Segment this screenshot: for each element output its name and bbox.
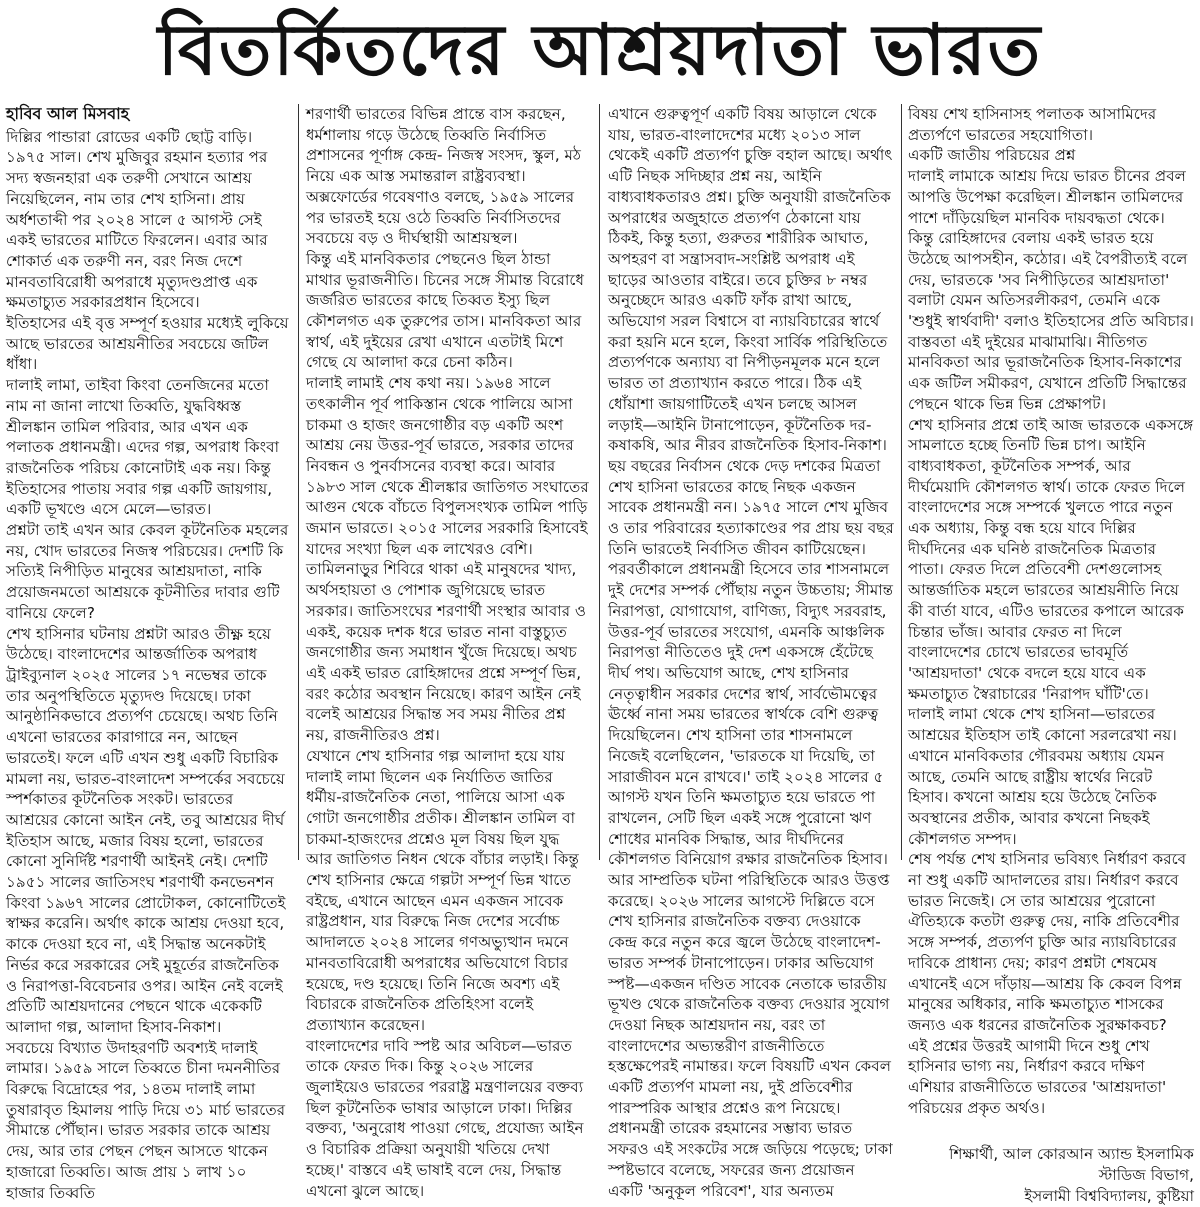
paragraph: শেষ পর্যন্ত শেখ হাসিনার ভবিষ্যৎ নির্ধারণ করবে না শুধু একটি আদালতের রায়। নির্ধারণ করবে ভারত নিজেই। সে তার আশ্রয়ের পুরোনো ঐতিহ্যকে কতটা গুরুত্ব দেয়, নাকি প্রতিবেশীর সঙ্গে সম্পর্ক, প্রত্যর্পণ চুক্তি আর ন্যায়বিচারের দাবিকে প্রাধান্য দেয়; কারণ প্রশ্নটা শেষমেষ এখানেই এসে দাঁড়ায়—আশ্রয় কি কেবল বিপন্ন মানুষের অধিকার, নাকি ক্ষমতাচ্যুত শাসকের জন্যও এক ধরনের রাজনৈতিক সুরক্ষাকবচ? xyxy=(908,850,1187,1034)
paragraph: দিল্লির পান্ডারা রোডের একটি ছোট্ট বাড়ি। ১৯৭৫ সাল। শেখ মুজিবুর রহমান হত্যার পর সদ্য স্বজনহারা এক তরুণী সেখানে আশ্রয় নিয়েছিলেন, নাম তার শেখ হাসিনা। প্রায় অর্ধশতাব্দী পর ২০২৪ সালে ৫ আগস্ট সেই একই ভারতের মাটিতে ফিরলেন। এবার আর শোকার্ত এক তরুণী নন, বরং নিজ দেশে মানবতাবিরোধী অপরাধে মৃত্যুদণ্ডপ্রাপ্ত এক ক্ষমতাচ্যুত সরকারপ্রধান হিসেবে। xyxy=(6,127,268,312)
paragraph: এখানে গুরুত্বপূর্ণ একটি বিষয় আড়ালে থেকে যায়, ভারত-বাংলাদেশের মধ্যে ২০১৩ সাল থেকেই একটি প্রত্যর্পণ চুক্তি বহাল আছে। অর্থাৎ এটি নিছক সদিচ্ছার প্রশ্ন নয়, আইনি বাধ্যবাধকতারও প্রশ্ন। চুক্তি অনুযায়ী রাজনৈতিক অপরাধের অজুহাতে প্রত্যর্পণ ঠেকানো যায় ঠিকই, কিন্তু হত্যা, গুরুতর শারীরিক আঘাত, অপহরণ বা সন্ত্রাসবাদ-সংশ্লিষ্ট অপরাধ এই ছাড়ের আওতার বাইরে। তবে চুক্তির ৮ নম্বর অনুচ্ছেদে আরও একটি ফাঁক রাখা আছে, অভিযোগ সরল বিশ্বাসে বা ন্যায়বিচারের স্বার্থে করা হয়নি মনে হলে, কিংবা সার্বিক পরিস্থিতিতে প্রত্যর্পণকে অন্যায্য বা নিপীড়নমূলক মনে হলে ভারত তা প্রত্যাখ্যান করতে পারে। ঠিক এই ধোঁয়াশা জায়গাটিতেই এখন চলছে আসল লড়াই—আইনি টানাপোড়েন, কূটনৈতিক দর-কষাকষি, আর নীরব রাজনৈতিক হিসাব-নিকাশ। xyxy=(608,105,893,455)
author-credit xyxy=(908,1144,1194,1206)
article-headline: বিতর্কিতদের আশ্রয়দাতা ভারত xyxy=(157,8,1043,91)
paragraph: কিন্তু এই মানবিকতার পেছনেও ছিল ঠান্ডা মাথার ভূরাজনীতি। চিনের সঙ্গে সীমান্ত বিরোধে জর্জরিত ভারতের কাছে তিব্বত ইস্যু ছিল কৌশলগত এক তুরুপের তাস। মানবিকতা আর স্বার্থ, এই দুইয়ের রেখা এখানে এতটাই মিশে গেছে যে আলাদা করে চেনা কঠিন। xyxy=(306,249,585,372)
paragraph: ইতিহাসের এই বৃত্ত সম্পূর্ণ হওয়ার মধ্যেই লুকিয়ে আছে ভারতের আশ্রয়নীতির সবচেয়ে জটিল ধাঁধা। xyxy=(6,314,289,374)
column-1 xyxy=(6,104,290,1202)
author-credit-line: শিক্ষার্থী, আল কোরআন অ্যান্ড ইসলামিক স্টাডিজ বিভাগ, xyxy=(949,1145,1194,1185)
paragraph: দালাই লামাই শেষ কথা নয়। ১৯৬৪ সালে তৎকালীন পূর্ব পাকিস্তান থেকে পালিয়ে আসা চাকমা ও হাজং জনগোষ্ঠীর বড় একটি অংশ আশ্রয় নেয় উত্তর-পূর্ব ভারতে, সরকার তাদের নিবন্ধন ও পুনর্বাসনের ব্যবস্থা করে। আবার ১৯৮৩ সাল থেকে শ্রীলঙ্কার জাতিগত সংঘাতের আগুন থেকে বাঁচতে বিপুলসংখ্যক তামিল পাড়ি জমান ভারতে। ২০১৫ সালের সরকারি হিসাবেই যাদের সংখ্যা ছিল এক লাখেরও বেশি। তামিলনাড়ুর শিবিরে থাকা এই মানুষদের খাদ্য, অর্থসহায়তা ও পোশাক জুগিয়েছে ভারত সরকার। জাতিসংঘের শরণার্থী সংস্থার আবার ও একই, কয়েক দশক ধরে ভারত নানা বাস্তুচ্যুত জনগোষ্ঠীর জন্য সমাধান খুঁজে দিয়েছে। অথচ এই একই ভারত রোহিঙ্গাদের প্রশ্নে সম্পূর্ণ ভিন্ন, বরং কঠোর অবস্থান নিয়েছে। কারণ আইন নেই বলেই আশ্রয়ের সিদ্ধান্ত সব সময় নীতির প্রশ্ন নয়, রাজনীতিরও প্রশ্ন। xyxy=(306,374,589,745)
paragraph: শেখ হাসিনার প্রশ্নে তাই আজ ভারতকে একসঙ্গে সামলাতে হচ্ছে তিনটি ভিন্ন চাপ। আইনি বাধ্যবাধকতা, কূটনৈতিক সম্পর্ক, আর দীর্ঘমেয়াদি কৌশলগত স্বার্থ। তাকে ফেরত দিলে বাংলাদেশের সঙ্গে সম্পর্কে খুলতে পারে নতুন এক অধ্যায়, কিন্তু বন্ধ হয়ে যাবে দিল্লির দীর্ঘদিনের এক ঘনিষ্ঠ রাজনৈতিক মিত্রতার পাতা। ফেরত দিলে প্রতিবেশী দেশগুলোসহ আন্তর্জাতিক মহলে ভারতের আশ্রয়নীতি নিয়ে কী বার্তা যাবে, এটিও ভারতের কপালে আরেক চিন্তার ভাঁজ। আবার ফেরত না দিলে বাংলাদেশের চোখে ভারতের ভাবমূর্তি 'আশ্রয়দাতা' থেকে বদলে হয়ে যাবে এক ক্ষমতাচ্যুত স্বৈরাচারের 'নিরাপদ ঘাঁটি'তে। xyxy=(908,415,1194,703)
paragraph: বাংলাদেশের দাবি স্পষ্ট আর অবিচল—ভারত তাকে ফেরত দিক। কিন্তু ২০২৬ সালের জুলাইয়েও ভারতের পররাষ্ট্র মন্ত্রণালয়ের বক্তব্য ছিল কূটনৈতিক ভাষার আড়ালে ঢাকা। দিল্লির বক্তব্য, 'অনুরোধ পাওয়া গেছে, প্রযোজ্য আইন ও বিচারিক প্রক্রিয়া অনুযায়ী খতিয়ে দেখা হচ্ছে।' বাস্তবে এই ভাষাই বলে দেয়, সিদ্ধান্ত এখনো ঝুলে আছে। xyxy=(306,1036,584,1200)
column-divider xyxy=(901,104,902,860)
paragraph: দালাই লামাকে আশ্রয় দিয়ে ভারত চীনের প্রবল আপত্তি উপেক্ষা করেছিল। শ্রীলঙ্কান তামিলদের পাশে দাঁড়িয়েছিল মানবিক দায়বদ্ধতা থেকে। কিন্তু রোহিঙ্গাদের বেলায় একই ভারত হয়ে উঠেছে আপসহীন, কঠোর। এই বৈপরীত্যই বলে দেয়, ভারতকে 'সব নিপীড়িতের আশ্রয়দাতা' বলাটা যেমন অতিসরলীকরণ, তেমনি একে 'শুধুই স্বার্থবাদী' বলাও ইতিহাসের প্রতি অবিচার। বাস্তবতা এই দুইয়ের মাঝামাঝি। নীতিগত মানবিকতা আর ভূরাজনৈতিক হিসাব-নিকাশের এক জটিল সমীকরণ, যেখানে প্রতিটি সিদ্ধান্তের পেছনে থাকে ভিন্ন ভিন্ন প্রেক্ষাপট। xyxy=(908,167,1194,413)
paragraph: যেখানে শেখ হাসিনার গল্প আলাদা হয়ে যায় দালাই লামা ছিলেন এক নির্যাতিত জাতির ধর্মীয়-রাজনৈতিক নেতা, পালিয়ে আসা এক গোটা জনগোষ্ঠীর প্রতীক। শ্রীলঙ্কান তামিল বা চাকমা-হাজংদের প্রশ্নেও মূল বিষয় ছিল যুদ্ধ আর জাতিগত নিধন থেকে বাঁচার লড়াই। কিন্তু শেখ হাসিনার ক্ষেত্রে গল্পটা সম্পূর্ণ ভিন্ন খাতে বইছে, এখানে আছেন এমন একজন সাবেক রাষ্ট্রপ্রধান, যার বিরুদ্ধে নিজ দেশের সর্বোচ্চ আদালতে ২০২৪ সালের গণঅভ্যুত্থান দমনে মানবতাবিরোধী অপরাধের অভিযোগে বিচার হয়েছে, দণ্ড হয়েছে। তিনি নিজে অবশ্য এই বিচারকে রাজনৈতিক প্রতিহিংসা বলেই প্রত্যাখ্যান করেছেন। xyxy=(306,746,579,1034)
column-4 xyxy=(908,104,1194,1205)
author-byline: হাবিব আল মিসবাহ xyxy=(6,104,130,123)
paragraph: শেখ হাসিনার ঘটনায় প্রশ্নটা আরও তীক্ষ্ণ হয়ে উঠেছে। বাংলাদেশের আন্তর্জাতিক অপরাধ ট্রাইব্যুনাল ২০২৫ সালের ১৭ নভেম্বর তাকে তার অনুপস্থিতিতে মৃত্যুদণ্ড দিয়েছে। ঢাকা আনুষ্ঠানিকভাবে প্রত্যর্পণ চেয়েছে। অথচ তিনি এখনো ভারতের কারাগারে নন, আছেন ভারতেই। ফলে এটি এখন শুধু একটি বিচারিক মামলা নয়, ভারত-বাংলাদেশ সম্পর্কের সবচেয়ে স্পর্শকাতর কূটনৈতিক সংকট। ভারতের আশ্রয়ের কোনো আইন নেই, তবু আশ্রয়ের দীর্ঘ ইতিহাস আছে, মজার বিষয় হলো, ভারতের কোনো সুনির্দিষ্ট শরণার্থী আইনই নেই। দেশটি ১৯৫১ সালের জাতিসংঘ শরণার্থী কনভেনশন কিংবা ১৯৬৭ সালের প্রোটোকল, কোনোটিতেই স্বাক্ষর করেনি। অর্থাৎ কাকে আশ্রয় দেওয়া হবে, কাকে দেওয়া হবে না, এই সিদ্ধান্ত অনেকটাই নির্ভর করে সরকারের সেই মুহূর্তের রাজনৈতিক ও নিরাপত্তা-বিবেচনার ওপর। আইন নেই বলেই প্রতিটি আশ্রয়দানের পেছনে থাকে একেকটি আলাদা গল্প, আলাদা হিসাব-নিকাশ। xyxy=(6,624,286,1036)
author-credit-line: ইসলামী বিশ্ববিদ্যালয়, কুষ্টিয়া xyxy=(1024,1186,1194,1205)
paragraph: আর সাম্প্রতিক ঘটনা পরিস্থিতিকে আরও উত্তপ্ত করেছে। ২০২৬ সালের আগস্টে দিল্লিতে বসে শেখ হাসিনার রাজনৈতিক বক্তব্য দেওয়াকে কেন্দ্র করে নতুন করে জ্বলে উঠেছে বাংলাদেশ-ভারত সম্পর্ক টানাপোড়েন। ঢাকার অভিযোগ স্পষ্ট—একজন দণ্ডিত সাবেক নেতাকে ভারতীয় ভূখণ্ড থেকে রাজনৈতিক বক্তব্য দেওয়ার সুযোগ দেওয়া নিছক আশ্রয়দান নয়, বরং তা বাংলাদেশের অভ্যন্তরীণ রাজনীতিতে হস্তক্ষেপেরই নামান্তর। ফলে বিষয়টি এখন কেবল একটি প্রত্যর্পণ মামলা নয়, দুই প্রতিবেশীর পারস্পরিক আস্থার প্রশ্নেও রূপ নিয়েছে। প্রধানমন্ত্রী তারেক রহমানের সম্ভাব্য ভারত সফরও এই সংকটের সঙ্গে জড়িয়ে পড়েছে; ঢাকা স্পষ্টভাবে বলেছে, সফরের জন্য প্রয়োজন একটি 'অনুকূল পরিবেশ', যার অন্যতম xyxy=(608,871,893,1200)
column-divider xyxy=(298,104,299,860)
article-body xyxy=(6,104,1194,1205)
paragraph: সবচেয়ে বিখ্যাত উদাহরণটি অবশ্যই দালাই লামার। ১৯৫৯ সালে তিব্বতে চীনা দমননীতির বিরুদ্ধে বিদ্রোহের পর, ১৪তম দালাই লামা তুষারাবৃত হিমালয় পাড়ি দিয়ে ৩১ মার্চ ভারতের সীমান্তে পৌঁছান। ভারত সরকার তাকে আশ্রয় দেয়, আর তার পেছন পেছন আসতে থাকেন হাজারো তিব্বতি। আজ প্রায় ১ লাখ ১০ হাজার তিব্বতি xyxy=(6,1038,286,1202)
paragraph: দালাই লামা থেকে শেখ হাসিনা—ভারতের আশ্রয়ের ইতিহাস তাই কোনো সরলরেখা নয়। এখানে মানবিকতার গৌরবময় অধ্যায় যেমন আছে, তেমনি আছে রাষ্ট্রীয় স্বার্থের নিরেট হিসাব। কখনো আশ্রয় হয়ে উঠেছে নৈতিক অবস্থানের প্রতীক, আবার কখনো নিছকই কৌশলগত সম্পদ। xyxy=(908,705,1177,848)
paragraph: বিষয় শেখ হাসিনাসহ পলাতক আসামিদের প্রত্যর্পণে ভারতের সহযোগিতা। xyxy=(908,105,1157,144)
column-3 xyxy=(608,104,894,1200)
paragraph: শরণার্থী ভারতের বিভিন্ন প্রান্তে বাস করছেন, ধর্মশালায় গড়ে উঠেছে তিব্বতি নির্বাসিত প্রশাসনের পূর্ণাঙ্গ কেন্দ্র- নিজস্ব সংসদ, স্কুল, মঠ নিয়ে এক আস্ত সমান্তরাল রাষ্ট্রব্যবস্থা। অক্সফোর্ডের গবেষণাও বলছে, ১৯৫৯ সালের পর ভারতই হয়ে ওঠে তিব্বতি নির্বাসিতদের সবচেয়ে বড় ও দীর্ঘস্থায়ী আশ্রয়স্থল। xyxy=(306,105,582,248)
subheading: একটি জাতীয় পরিচয়ের প্রশ্ন xyxy=(908,146,1076,165)
paragraph: এই প্রশ্নের উত্তরই আগামী দিনে শুধু শেখ হাসিনার ভাগ্য নয়, নির্ধারণ করবে দক্ষিণ এশিয়ার রাজনীতিতে ভারতের 'আশ্রয়দাতা' পরিচয়ের প্রকৃত অর্থও। xyxy=(908,1036,1167,1117)
paragraph: প্রশ্নটা তাই এখন আর কেবল কূটনৈতিক মহলের নয়, খোদ ভারতের নিজস্ব পরিচয়ের। দেশটি কি সত্যিই নিপীড়িত মানুষের আশ্রয়দাতা, নাকি প্রয়োজনমতো আশ্রয়কে কূটনীতির দাবার গুটি বানিয়ে ফেলে? xyxy=(6,521,289,622)
column-2 xyxy=(306,104,590,1200)
paragraph: দালাই লামা, তাইবা কিংবা তেনজিনের মতো নাম না জানা লাখো তিব্বতি, যুদ্ধবিধ্বস্ত শ্রীলঙ্কান তামিল পরিবার, আর এখন এক পলাতক প্রধানমন্ত্রী। এদের গল্প, অপরাধ কিংবা রাজনৈতিক পরিচয় কোনোটাই এক নয়। কিন্তু ইতিহাসের পাতায় সবার গল্প একটি জায়গায়, একটি ভূখণ্ডে এসে মেলে—ভারত। xyxy=(6,376,279,519)
column-divider xyxy=(599,104,600,860)
paragraph: ছয় বছরের নির্বাসন থেকে দেড় দশকের মিত্রতা শেখ হাসিনা ভারতের কাছে নিছক একজন সাবেক প্রধানমন্ত্রী নন। ১৯৭৫ সালে শেখ মুজিব ও তার পরিবারের হত্যাকাণ্ডের পর প্রায় ছয় বছর তিনি ভারতেই নির্বাসিত জীবন কাটিয়েছেন। পরবর্তীকালে প্রধানমন্ত্রী হিসেবে তার শাসনামলে দুই দেশের সম্পর্ক পৌঁছায় নতুন উচ্চতায়; সীমান্ত নিরাপত্তা, যোগাযোগ, বাণিজ্য, বিদ্যুৎ সরবরাহ, উত্তর-পূর্ব ভারতের সংযোগ, এমনকি আঞ্চলিক নিরাপত্তা নীতিতেও দুই দেশ একসঙ্গে হেঁটেছে দীর্ঘ পথ। অভিযোগ আছে, শেখ হাসিনার নেতৃত্বাধীন সরকার দেশের স্বার্থ, সার্বভৌমত্বের ঊর্ধ্বে নানা সময় ভারতের স্বার্থকে বেশি গুরুত্ব দিয়েছিলেন। শেখ হাসিনা তার শাসনামলে নিজেই বলেছিলেন, 'ভারতকে যা দিয়েছি, তা সারাজীবন মনে রাখবে।' তাই ২০২৪ সালের ৫ আগস্ট যখন তিনি ক্ষমতাচ্যুত হয়ে ভারতে পা রাখলেন, সেটি ছিল একই সঙ্গে পুরোনো ঋণ শোধের মানবিক সিদ্ধান্ত, আর দীর্ঘদিনের কৌশলগত বিনিয়োগ রক্ষার রাজনৈতিক হিসাব। xyxy=(608,456,894,869)
